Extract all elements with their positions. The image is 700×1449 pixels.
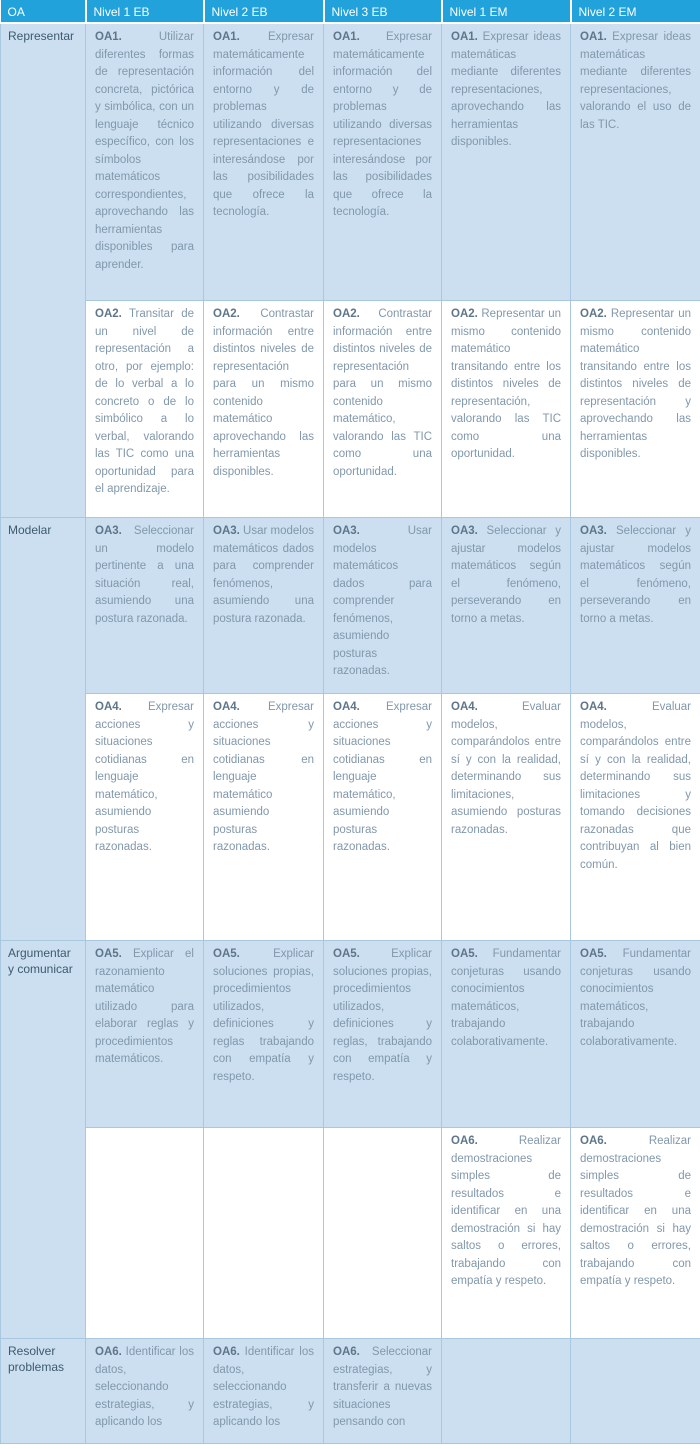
oa-cell <box>571 23 700 301</box>
oa-text: Evaluar modelos, comparándolos entre sí y con la realidad, determinando sus limitaciones y tomando decisiones razonadas que contribuyan al bien común. <box>580 701 691 871</box>
oa-code: OA4. <box>333 701 360 713</box>
oa-text: Explicar soluciones propias, procedimientos utilizados, definiciones y reglas trabajando con empatía y respeto. <box>213 948 314 1083</box>
empty-cell <box>442 1339 571 1444</box>
oa-code: OA3. <box>95 525 122 537</box>
oa-text: Usar modelos matemáticos dados para comprender fenómenos, asumiendo una postura razonada. <box>213 525 314 625</box>
oa-code: OA3. <box>213 525 240 537</box>
oa-text: Contrastar información entre distintos niveles de representación para un mismo contenido matemático, valorando las TIC como una oportunidad. <box>333 308 432 478</box>
table-row <box>1 1128 700 1339</box>
table-row <box>1 941 700 1128</box>
column-header-nivel-1-eb: Nivel 1 EB <box>86 0 204 23</box>
oa-cell <box>324 1339 442 1444</box>
oa-text: Fundamentar conjeturas usando conocimientos matemáticos, trabajando colaborativamente. <box>580 948 691 1048</box>
oa-cell <box>204 1339 324 1444</box>
table-body <box>1 23 700 1444</box>
empty-cell <box>204 1128 324 1339</box>
oa-cell <box>324 301 442 518</box>
oa-code: OA4. <box>213 701 240 713</box>
oa-cell <box>324 694 442 941</box>
oa-cell <box>204 694 324 941</box>
oa-text: Fundamentar conjeturas usando conocimientos matemáticos, trabajando colaborativamente. <box>451 948 561 1048</box>
oa-cell <box>86 518 204 694</box>
row-group-label: Argumentar y comunicar <box>1 941 86 1339</box>
column-header-nivel-2-eb: Nivel 2 EB <box>204 0 324 23</box>
oa-code: OA6. <box>213 1346 240 1358</box>
oa-text: Evaluar modelos, comparándolos entre sí y con la realidad, determinando sus limitaciones, asumiendo posturas razonadas. <box>451 701 561 836</box>
table-row <box>1 301 700 518</box>
oa-code: OA4. <box>580 701 607 713</box>
oa-text: Expresar matemáticamente información del entorno y de problemas utilizando diversas representaciones interesándose por las posibilidades que ofrece la tecnología. <box>333 31 432 218</box>
oa-code: OA3. <box>333 525 360 537</box>
oa-code: OA5. <box>451 948 478 960</box>
table-row <box>1 1339 700 1444</box>
oa-cell <box>571 694 700 941</box>
oa-code: OA1. <box>451 31 478 43</box>
oa-code: OA6. <box>95 1346 122 1358</box>
row-group-label: Representar <box>1 23 86 518</box>
oa-text: Expresar acciones y situaciones cotidianas en lenguaje matemático, asumiendo posturas razonadas. <box>333 701 432 853</box>
table-row <box>1 23 700 301</box>
oa-text: Usar modelos matemáticos dados para comprender fenómenos, asumiendo posturas razonadas. <box>333 525 432 677</box>
header-row <box>1 0 700 23</box>
oa-code: OA2. <box>95 308 122 320</box>
oa-text: Utilizar diferentes formas de representación concreta, pictórica y simbólica, con un lenguaje técnico específico, con los símbolos matemáticos correspondientes, aprovechando las herramientas disponibles para aprender. <box>95 31 194 271</box>
oa-code: OA5. <box>580 948 607 960</box>
oa-code: OA4. <box>451 701 478 713</box>
oa-code: OA6. <box>333 1346 360 1358</box>
oa-text: Representar un mismo contenido matemático transitando entre los distintos niveles de representación, valorando las TIC como una oportunidad. <box>451 308 561 460</box>
oa-text: Expresar ideas matemáticas mediante diferentes representaciones, aprovechando las herramientas disponibles. <box>451 31 561 148</box>
oa-cell <box>571 941 700 1128</box>
oa-cell <box>324 941 442 1128</box>
oa-code: OA1. <box>95 31 122 43</box>
row-group-label: Modelar <box>1 518 86 941</box>
oa-cell <box>571 1128 700 1339</box>
oa-text: Explicar soluciones propias, procedimientos utilizados, definiciones y reglas, trabajando con empatía y respeto. <box>333 948 432 1083</box>
oa-cell <box>86 301 204 518</box>
oa-cell <box>442 694 571 941</box>
oa-code: OA6. <box>580 1135 607 1147</box>
oa-code: OA5. <box>95 948 122 960</box>
oa-code: OA1. <box>580 31 607 43</box>
oa-text: Explicar el razonamiento matemático utilizado para elaborar reglas y procedimientos matemáticos. <box>95 948 194 1065</box>
oa-cell <box>324 518 442 694</box>
oa-text: Realizar demostraciones simples de resultados e identificar en una demostración si hay saltos o errores, trabajando con empatía y respeto. <box>580 1135 691 1287</box>
oa-text: Expresar ideas matemáticas mediante diferentes representaciones, valorando el uso de las TIC. <box>580 31 691 131</box>
oa-code: OA2. <box>333 308 360 320</box>
oa-cell <box>204 301 324 518</box>
table-row <box>1 694 700 941</box>
oa-code: OA3. <box>451 525 478 537</box>
row-group-label: Resolver problemas <box>1 1339 86 1444</box>
oa-cell <box>86 941 204 1128</box>
oa-cell <box>571 518 700 694</box>
oa-cell <box>571 301 700 518</box>
oa-text: Seleccionar un modelo pertinente a una situación real, asumiendo una postura razonada. <box>95 525 194 625</box>
empty-cell <box>324 1128 442 1339</box>
empty-cell <box>571 1339 700 1444</box>
column-header-nivel-3-eb: Nivel 3 EB <box>324 0 442 23</box>
oa-code: OA5. <box>333 948 360 960</box>
oa-code: OA1. <box>333 31 360 43</box>
oa-code: OA3. <box>580 525 607 537</box>
oa-text: Expresar acciones y situaciones cotidianas en lenguaje matemático, asumiendo posturas razonadas. <box>95 701 194 853</box>
oa-text: Seleccionar estrategias, y transferir a nuevas situaciones pensando con <box>333 1346 432 1428</box>
empty-cell <box>86 1128 204 1339</box>
oa-cell <box>442 941 571 1128</box>
column-header-nivel-1-em: Nivel 1 EM <box>442 0 571 23</box>
oa-cell <box>442 301 571 518</box>
oa-cell <box>442 1128 571 1339</box>
oa-cell <box>324 23 442 301</box>
oa-text: Representar un mismo contenido matemático transitando entre los distintos niveles de representación y aprovechando las herramientas disponibles. <box>580 308 691 460</box>
oa-text: Transitar de un nivel de representación a otro, por ejemplo: de lo verbal a lo concreto o de lo simbólico a lo verbal, valorando las TIC como una oportunidad para el aprendizaje. <box>95 308 194 495</box>
column-header-oa: OA <box>1 0 86 23</box>
oa-cell <box>204 23 324 301</box>
table-row <box>1 518 700 694</box>
oa-cell <box>86 694 204 941</box>
oa-text: Identificar los datos, seleccionando estrategias, y aplicando los <box>213 1346 314 1428</box>
oa-cell <box>442 23 571 301</box>
oa-cell <box>204 941 324 1128</box>
oa-code: OA2. <box>580 308 607 320</box>
oa-text: Seleccionar y ajustar modelos matemáticos según el fenómeno, perseverando en torno a metas. <box>451 525 561 625</box>
oa-text: Realizar demostraciones simples de resultados e identificar en una demostración si hay saltos o errores, trabajando con empatía y respeto. <box>451 1135 561 1287</box>
oa-code: OA1. <box>213 31 240 43</box>
oa-cell <box>86 1339 204 1444</box>
oa-code: OA6. <box>451 1135 478 1147</box>
oa-code: OA2. <box>451 308 478 320</box>
oa-text: Seleccionar y ajustar modelos matemáticos según el fenómeno, perseverando en torno a metas. <box>580 525 691 625</box>
oa-text: Expresar matemáticamente información del entorno y de problemas utilizando diversas representaciones e interesándose por las posibilidades que ofrece la tecnología. <box>213 31 314 218</box>
oa-code: OA4. <box>95 701 122 713</box>
oa-text: Identificar los datos, seleccionando estrategias, y aplicando los <box>95 1346 194 1428</box>
oa-cell <box>442 518 571 694</box>
oa-code: OA5. <box>213 948 240 960</box>
oa-cell <box>86 23 204 301</box>
oa-code: OA2. <box>213 308 240 320</box>
oa-text: Contrastar información entre distintos niveles de representación para un mismo contenido matemático aprovechando las herramientas disponibles. <box>213 308 314 478</box>
oa-text: Expresar acciones y situaciones cotidianas en lenguaje matemático asumiendo posturas razonadas. <box>213 701 314 853</box>
column-header-nivel-2-em: Nivel 2 EM <box>571 0 700 23</box>
oa-cell <box>204 518 324 694</box>
